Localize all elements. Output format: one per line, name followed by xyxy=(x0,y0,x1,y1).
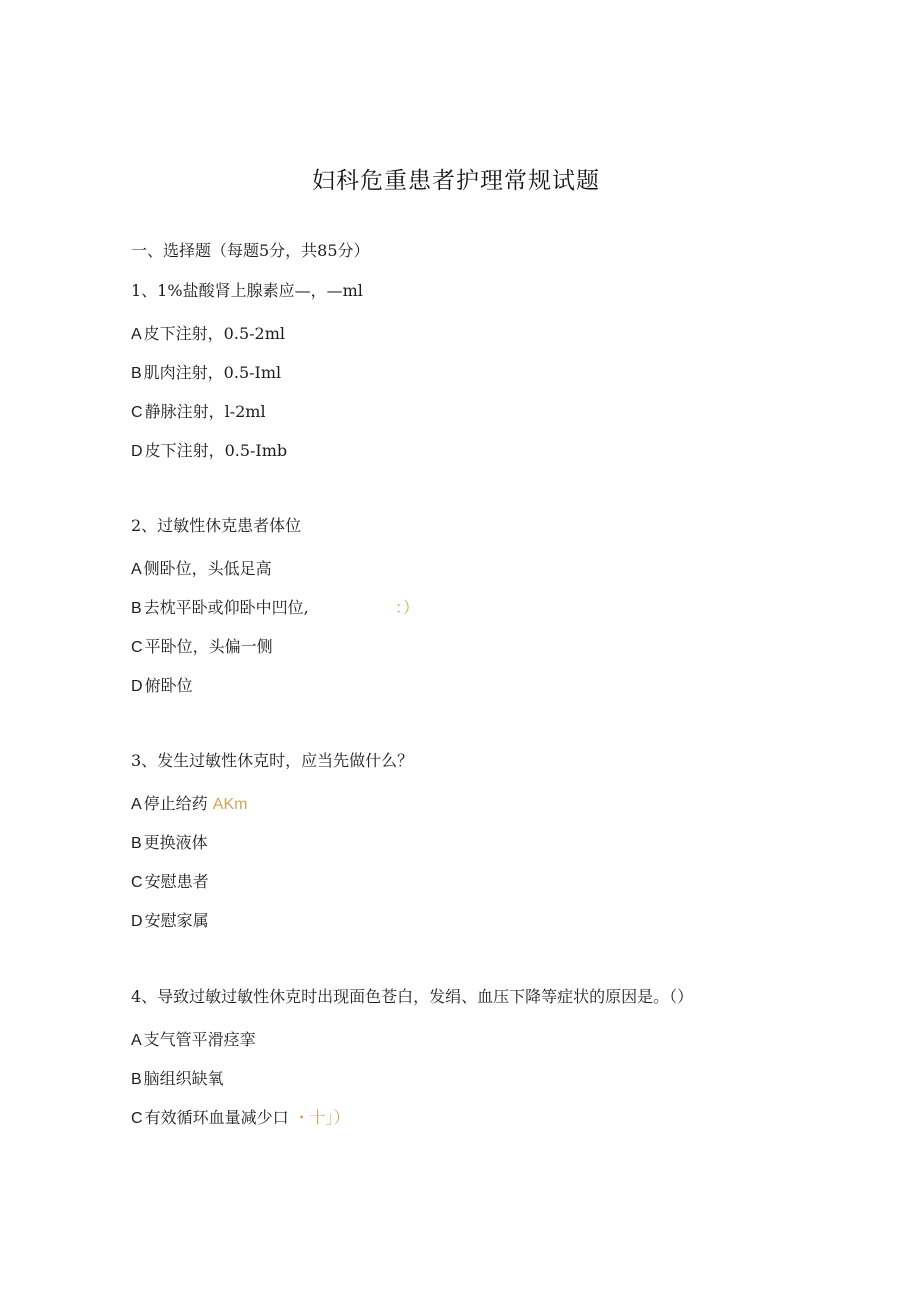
handwritten-mark: ：） xyxy=(395,600,420,617)
option-letter: D xyxy=(131,678,143,695)
question-3-option-c xyxy=(131,869,209,892)
handwritten-mark: ・十」） xyxy=(293,1110,350,1127)
option-text: 更换液体 xyxy=(143,833,208,852)
option-text: 安慰家属 xyxy=(144,911,209,930)
question-1-option-a xyxy=(131,321,285,344)
question-4-option-c xyxy=(131,1105,350,1128)
question-4-option-a xyxy=(131,1027,256,1050)
option-text: 支气管平滑痉挛 xyxy=(143,1030,256,1049)
option-letter: B xyxy=(131,835,142,852)
option-text: 静脉注射，l-2ml xyxy=(144,402,266,421)
handwritten-mark: AKm xyxy=(212,796,248,813)
question-4-stem: 4、导致过敏过敏性休克时出现面色苍白，发绢、血压下降等症状的原因是。（） xyxy=(131,987,694,1006)
option-text: 俯卧位 xyxy=(144,676,193,695)
question-3-option-d xyxy=(131,908,209,931)
option-letter: B xyxy=(131,365,142,382)
option-text: 皮下注射，0.5-2ml xyxy=(143,324,285,343)
page-title: 妇科危重患者护理常规试题 xyxy=(312,168,600,194)
option-letter: A xyxy=(131,796,142,813)
option-text: 脑组织缺氧 xyxy=(143,1069,224,1088)
question-1-stem: 1、1%盐酸肾上腺素应—，—ml xyxy=(131,281,363,300)
option-text: 皮下注射，0.5-Imb xyxy=(144,441,288,460)
question-2-option-c xyxy=(131,634,273,657)
option-text: 有效循环血量减少口 xyxy=(144,1108,289,1127)
question-2-option-a xyxy=(131,556,272,579)
question-3-option-b xyxy=(131,830,208,853)
question-2-option-d xyxy=(131,673,193,696)
option-letter: A xyxy=(131,561,142,578)
question-1-option-c xyxy=(131,399,266,422)
option-letter: A xyxy=(131,326,142,343)
option-letter: B xyxy=(131,1071,142,1088)
question-3-option-a xyxy=(131,791,247,814)
question-2-stem: 2、过敏性休克患者体位 xyxy=(131,516,302,535)
option-text: 去枕平卧或仰卧中凹位, xyxy=(143,598,309,617)
question-1-option-b xyxy=(131,360,281,383)
option-text: 肌肉注射，0.5-Iml xyxy=(143,363,282,382)
section-heading: 一、选择题（每题5分，共85分） xyxy=(131,241,370,260)
question-2-option-b xyxy=(131,595,309,618)
option-text: 安慰患者 xyxy=(144,872,209,891)
option-text: 平卧位，头偏一侧 xyxy=(144,637,273,656)
option-text: 停止给药 xyxy=(143,794,208,813)
option-letter: D xyxy=(131,913,143,930)
option-letter: B xyxy=(131,600,142,617)
option-letter: C xyxy=(131,639,143,656)
question-4-option-b xyxy=(131,1066,224,1089)
question-1-option-d xyxy=(131,438,287,461)
option-letter: C xyxy=(131,404,143,421)
option-letter: A xyxy=(131,1032,142,1049)
option-text: 侧卧位，头低足高 xyxy=(143,559,272,578)
option-letter: C xyxy=(131,1110,143,1127)
option-letter: D xyxy=(131,443,143,460)
option-letter: C xyxy=(131,874,143,891)
question-3-stem: 3、发生过敏性休克时，应当先做什么？ xyxy=(131,751,414,770)
